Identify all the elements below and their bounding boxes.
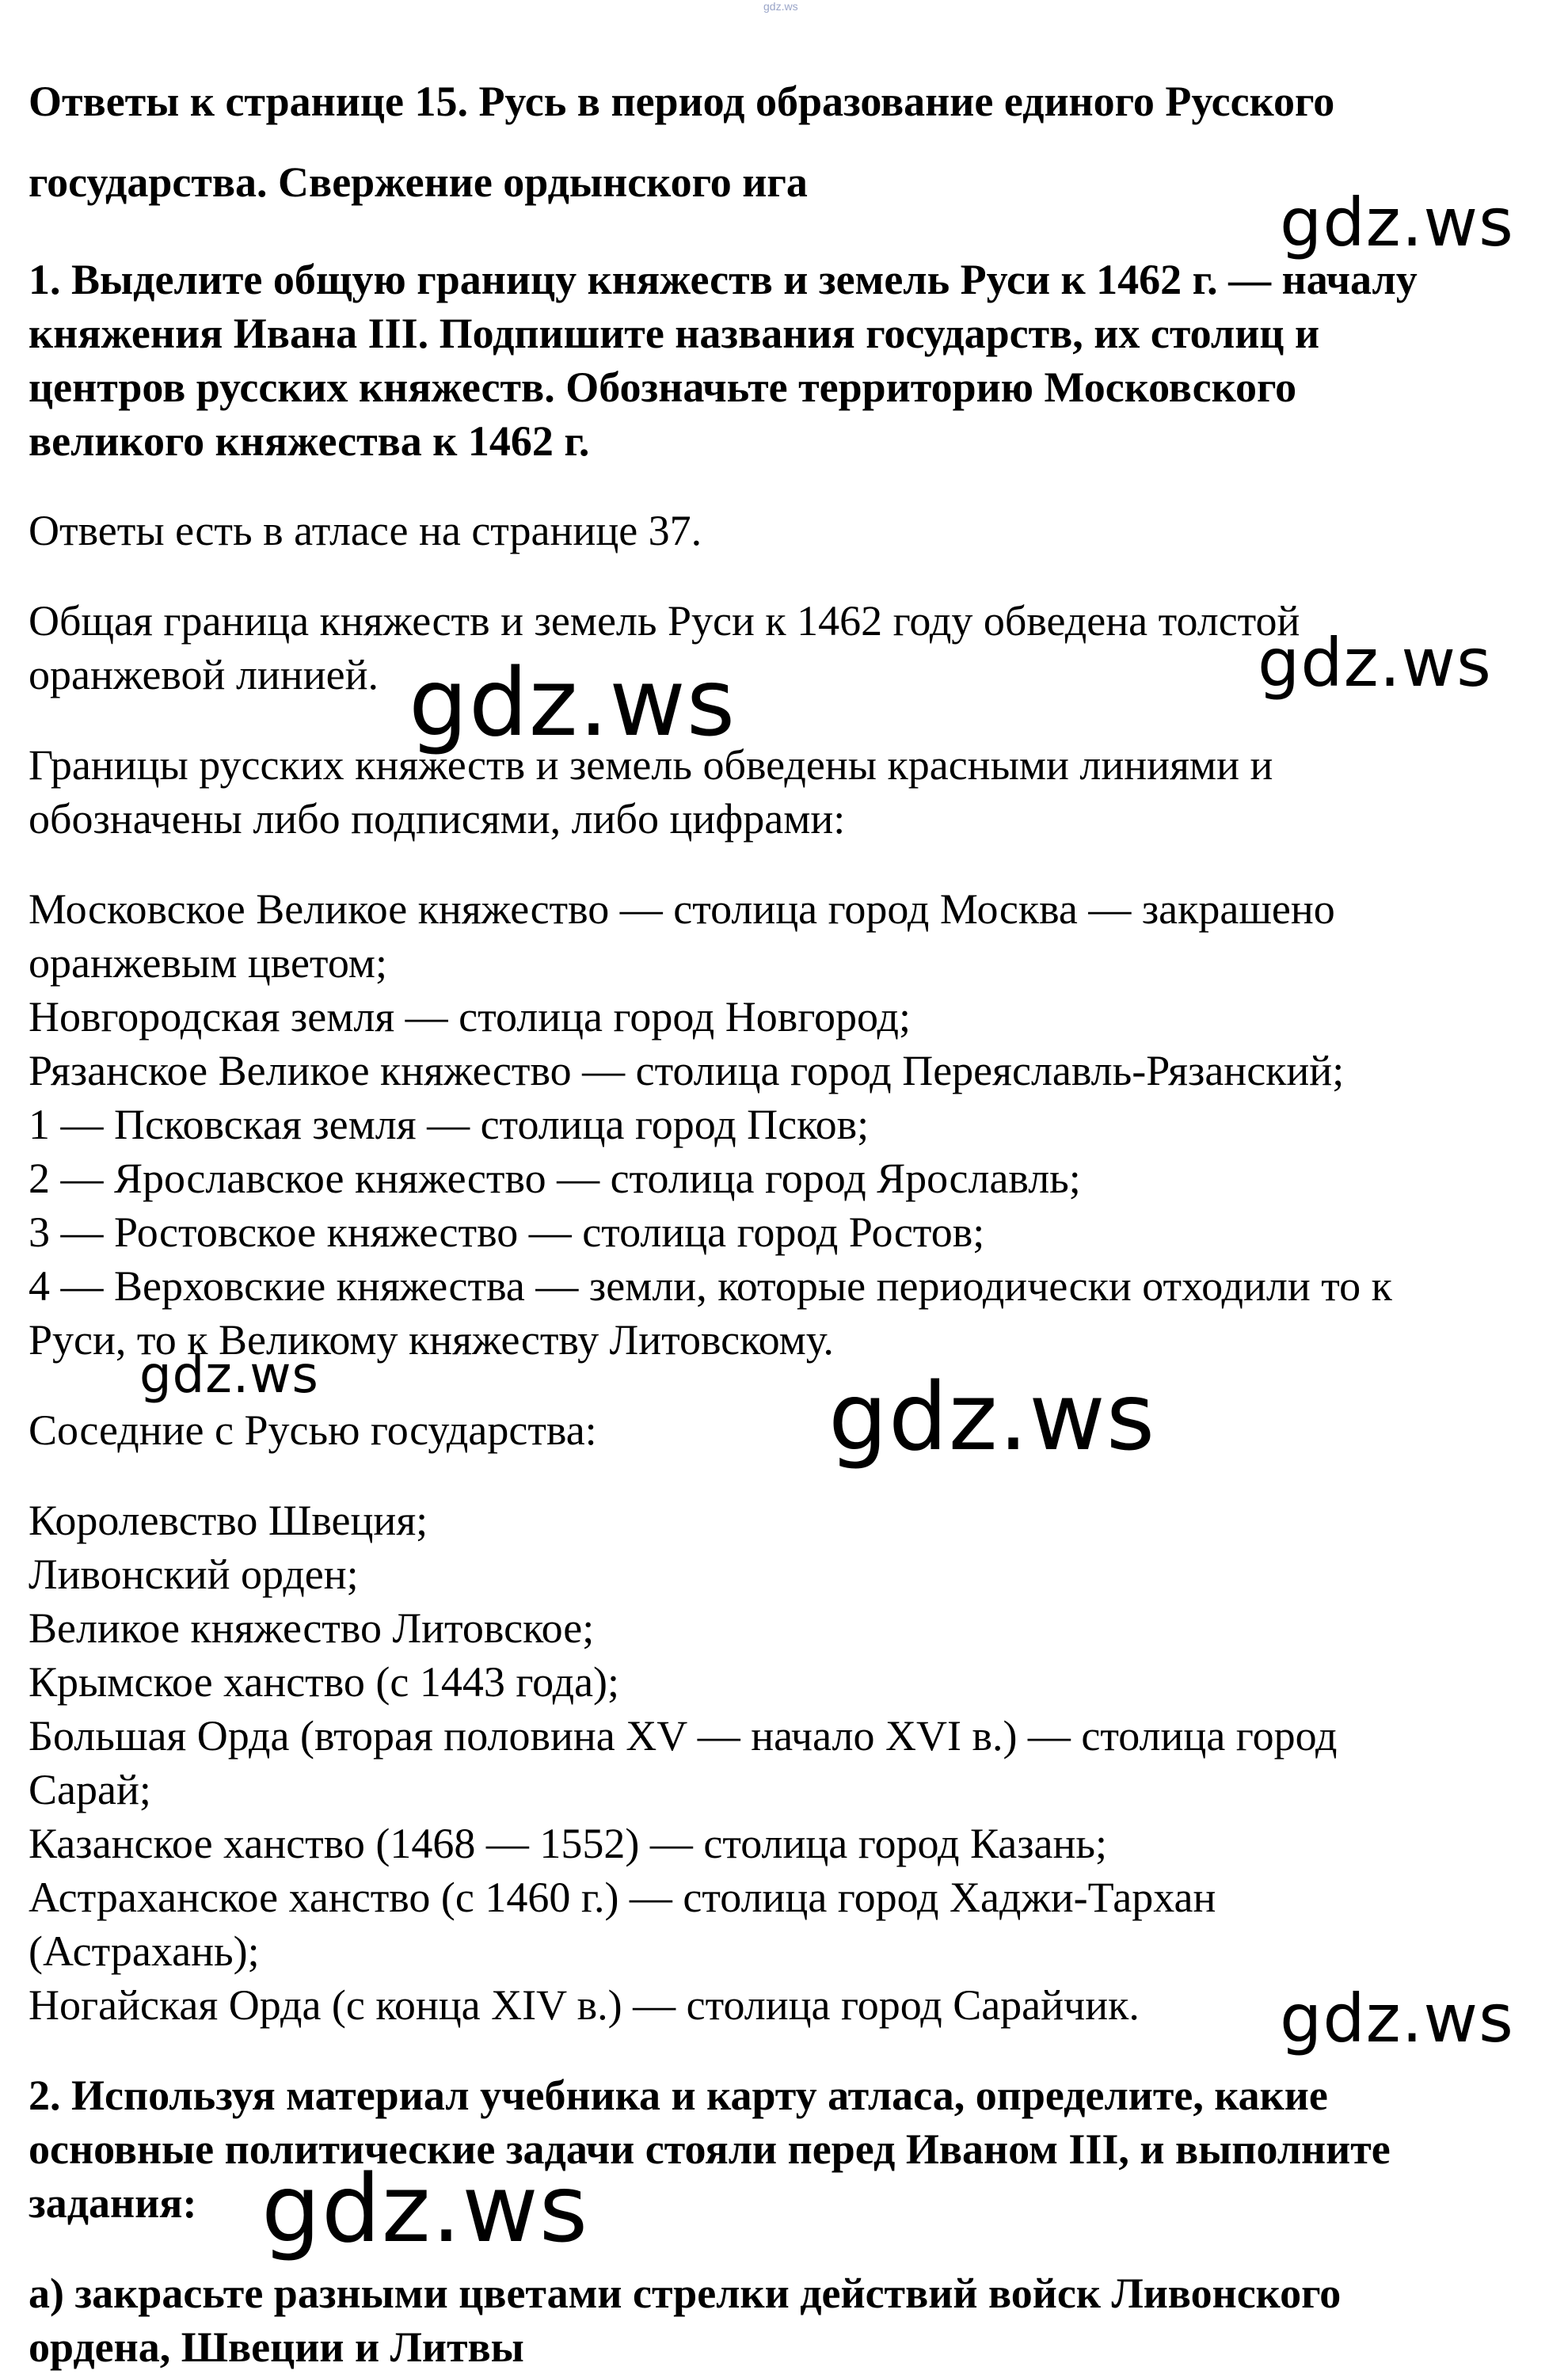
principality-list-item: 1 — Псковская земля — столица город Псков; [29,1101,870,1148]
question-2a-line-2: ордена, Швеции и Литвы [29,2323,524,2371]
question-1-line-3: центров русских княжеств. Обозначьте территорию Московского [29,363,1297,411]
neighbors-heading: Соседние с Русью государства: [29,1406,597,1454]
neighbor-list-item: Большая Орда (вторая половина XV — начало XVI в.) — столица город [29,1712,1338,1760]
question-2-line-1: 2. Используя материал учебника и карту атласа, определите, какие [29,2072,1328,2119]
watermark: gdz.ws [1258,624,1492,702]
neighbor-list-item: Великое княжество Литовское; [29,1604,595,1652]
neighbor-list-item: Крымское ханство (с 1443 года); [29,1658,620,1706]
principality-list-item: оранжевым цветом; [29,939,387,987]
top-watermark: gdz.ws [763,0,798,13]
question-1-line-1: 1. Выделите общую границу княжеств и земель Руси к 1462 г. — началу [29,256,1418,303]
neighbor-list-item: Королевство Швеция; [29,1497,428,1544]
question-1-line-4: великого княжества к 1462 г. [29,417,590,465]
neighbor-list-item: Ногайская Орда (с конца XIV в.) — столица город Сарайчик. [29,1981,1140,2029]
page-title-line-2: государства. Свержение ордынского ига [29,158,808,206]
neighbor-list-item: Ливонский орден; [29,1550,359,1598]
principality-list-item: 2 — Ярославское княжество — столица город Ярославль; [29,1155,1081,1202]
principality-list-item: Рязанское Великое княжество — столица город Переяславль-Рязанский; [29,1047,1345,1094]
watermark: gdz.ws [1280,184,1514,261]
principality-list-item: Новгородская земля — столица город Новгород; [29,993,911,1041]
answer-paragraph-1: Ответы есть в атласе на странице 37. [29,507,702,554]
question-2a-line-1: а) закрасьте разными цветами стрелки действий войск Ливонского [29,2270,1342,2317]
question-2-line-3: задания: [29,2179,197,2227]
answer-paragraph-3-line-1: Границы русских княжеств и земель обведены красными линиями и [29,741,1273,789]
question-1-line-2: княжения Ивана III. Подпишите названия государств, их столиц и [29,310,1320,357]
neighbor-list-item: Казанское ханство (1468 — 1552) — столица город Казань; [29,1820,1108,1867]
watermark: gdz.ws [139,1346,319,1405]
watermark: gdz.ws [1280,1980,1514,2057]
page-title-line-1: Ответы к странице 15. Русь в период образование единого Русского [29,78,1335,125]
watermark: gdz.ws [828,1362,1156,1471]
question-2-line-2: основные политические задачи стояли перед Иваном III, и выполните [29,2125,1391,2173]
principality-list-item: 4 — Верховские княжества — земли, которые периодически отходили то к [29,1262,1392,1310]
principality-list-item: Руси, то к Великому княжеству Литовскому. [29,1316,834,1364]
neighbor-list-item: (Астрахань); [29,1927,260,1975]
watermark: gdz.ws [261,2154,589,2263]
principality-list-item: 3 — Ростовское княжество — столица город Ростов; [29,1208,985,1256]
answer-paragraph-2-line-1: Общая граница княжеств и земель Руси к 1462 году обведена толстой [29,597,1300,645]
watermark: gdz.ws [409,648,736,757]
answer-paragraph-3-line-2: обозначены либо подписями, либо цифрами: [29,795,846,843]
neighbor-list-item: Астраханское ханство (с 1460 г.) — столица город Хаджи-Тархан [29,1874,1216,1921]
answer-paragraph-2-line-2: оранжевой линией. [29,651,379,698]
neighbor-list-item: Сарай; [29,1766,151,1813]
principality-list-item: Московское Великое княжество — столица город Москва — закрашено [29,885,1335,933]
